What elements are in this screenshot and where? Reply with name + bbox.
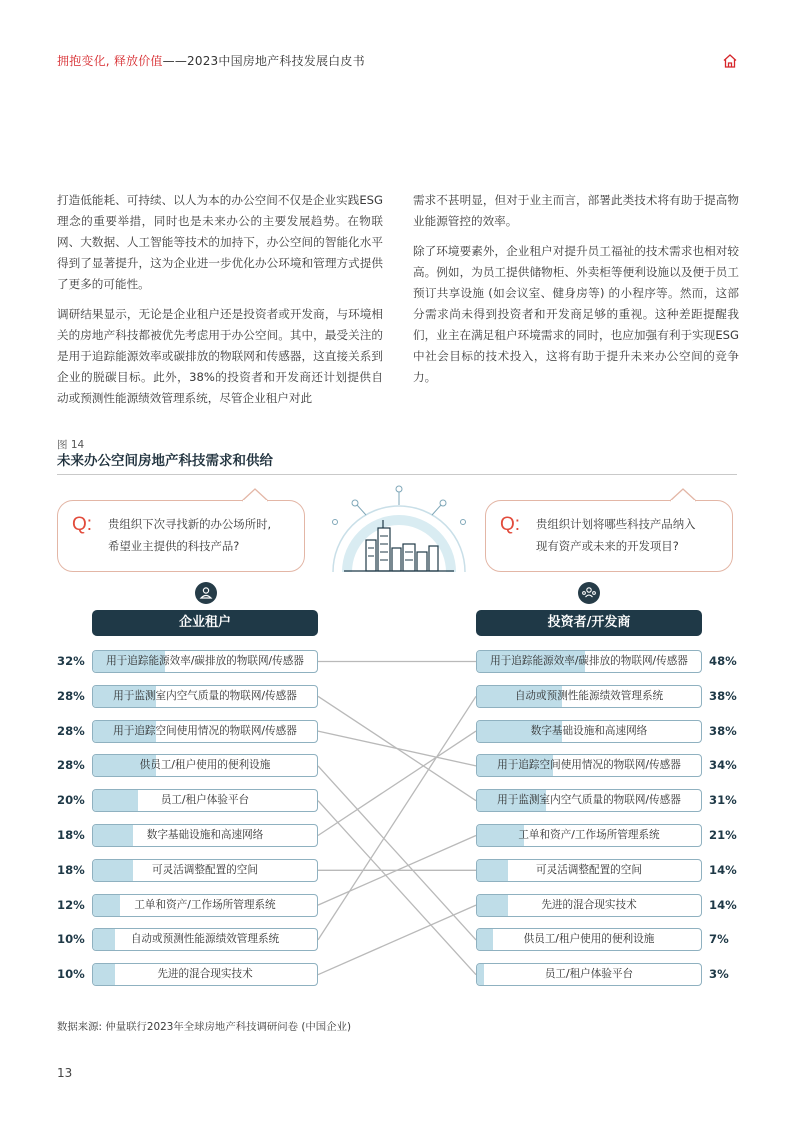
investor-bar bbox=[476, 650, 702, 673]
investor-bar-label: 先进的混合现实技术 bbox=[541, 898, 637, 911]
investor-percent-label: 14% bbox=[709, 862, 737, 877]
question-line: 贵组织计划将哪些科技产品纳入 bbox=[536, 517, 696, 531]
investor-bar-label: 工单和资产/工作场所管理系统 bbox=[518, 829, 660, 841]
tenant-bar-label: 用于追踪空间使用情况的物联网/传感器 bbox=[113, 724, 297, 737]
tenant-bar-label: 供员工/租户使用的便利设施 bbox=[139, 759, 271, 772]
tenant-percent-label: 32% bbox=[57, 654, 85, 668]
tenant-bar bbox=[92, 824, 318, 847]
tenant-percent-label: 28% bbox=[57, 758, 85, 773]
investor-bar-label: 可灵活调整配置的空间 bbox=[536, 863, 642, 876]
investor-bar-label: 自动或预测性能源绩效管理系统 bbox=[514, 689, 664, 702]
connector-line bbox=[318, 905, 476, 975]
bubble-tail bbox=[242, 489, 268, 501]
connector-line bbox=[318, 731, 476, 766]
tenant-bar bbox=[92, 720, 318, 743]
investor-bar bbox=[476, 754, 702, 777]
smart-city-icon bbox=[333, 486, 466, 572]
connector-line bbox=[318, 696, 476, 940]
figure-label: 图 14 bbox=[57, 439, 85, 451]
tenant-percent-label: 12% bbox=[57, 897, 85, 912]
connector-line bbox=[318, 731, 476, 835]
tenant-header: 企业租户 bbox=[92, 610, 318, 636]
investor-bar-label: 员工/租户体验平台 bbox=[544, 968, 634, 981]
tenant-percent-label: 10% bbox=[57, 967, 85, 982]
tenant-bar bbox=[92, 754, 318, 777]
user-icon bbox=[195, 582, 217, 604]
investor-bar bbox=[476, 720, 702, 743]
investor-bar-label: 用于追踪空间使用情况的物联网/传感器 bbox=[497, 759, 681, 772]
investor-header: 投资者/开发商 bbox=[476, 610, 702, 636]
investor-bar-label: 用于追踪能源效率/碳排放的物联网/传感器 bbox=[490, 655, 688, 667]
tenant-bar-label: 用于监测室内空气质量的物联网/传感器 bbox=[113, 689, 297, 702]
page-number: 13 bbox=[57, 1066, 73, 1080]
investor-bar bbox=[476, 859, 702, 882]
bubble-tail-mask bbox=[243, 500, 267, 503]
investor-percent-label: 38% bbox=[709, 723, 737, 738]
investor-bar bbox=[476, 685, 702, 708]
tenant-bar-label: 用于追踪能源效率/碳排放的物联网/传感器 bbox=[106, 655, 304, 667]
bubble-tail-mask bbox=[671, 500, 695, 503]
investor-percent-label: 38% bbox=[709, 688, 737, 703]
question-mark-label: Q: bbox=[72, 514, 93, 535]
investor-percent-label: 14% bbox=[709, 897, 737, 912]
paragraph: 调研结果显示，无论是企业租户还是投资者或开发商，与环境相关的房地产科技都被优先考虑用于办公空间。其中，最受关注的是用于追踪能源效率或碳排放的物联网和传感器，这直接关系到企业的脱碳目标。此外，38%的投资者和开发商还计划提供自动或预测性能源绩效管理系统，尽管企业租户对此 bbox=[57, 307, 383, 405]
tenant-percent-label: 28% bbox=[57, 723, 85, 738]
investor-percent-label: 21% bbox=[709, 828, 737, 842]
tenant-percent-label: 28% bbox=[57, 688, 85, 703]
tenant-bar-label: 可灵活调整配置的空间 bbox=[152, 863, 258, 876]
connector-line bbox=[318, 766, 476, 940]
investor-percent-label: 3% bbox=[709, 967, 729, 982]
investor-percent-label: 34% bbox=[709, 758, 737, 773]
tenant-percent-label: 18% bbox=[57, 828, 85, 842]
question-mark-label: Q: bbox=[500, 514, 521, 535]
tenant-bar bbox=[92, 685, 318, 708]
paragraph: 除了环境要素外，企业租户对提升员工福祉的技术需求也相对较高。例如，为员工提供储物柜、外卖柜等便利设施以及便于员工预订共享设施 (如会议室、健身房等) 的小程序等。然而，这部分需求尚未得到投资者和开发商足够的重视。这种差距提醒我们，业主在满足租户环境需求的同时，也应加强有利于实现ESG中社会目标的技术投入，这将有助于提升未来办公空间的竞争力。 bbox=[413, 244, 739, 384]
running-header-rest: ——2023中国房地产科技发展白皮书 bbox=[162, 54, 365, 68]
investor-bar bbox=[476, 824, 702, 847]
tenant-bar bbox=[92, 928, 318, 951]
tenant-bar bbox=[92, 894, 318, 917]
investor-bar bbox=[476, 928, 702, 951]
investor-bar-label: 数字基础设施和高速网络 bbox=[530, 724, 648, 737]
tenant-bar bbox=[92, 859, 318, 882]
tenant-bar bbox=[92, 963, 318, 986]
tenant-bar bbox=[92, 650, 318, 673]
investor-bar-label: 供员工/租户使用的便利设施 bbox=[523, 933, 655, 946]
paragraph: 打造低能耗、可持续、以人为本的办公空间不仅是企业实践ESG理念的重要举措，同时也是未来办公的主要发展趋势。在物联网、大数据、人工智能等技术的加持下，办公空间的智能化水平得到了显著提升，这为企业进一步优化办公环境和管理方式提供了更多的可能性。 bbox=[57, 193, 383, 291]
investor-bar-label: 用于监测室内空气质量的物联网/传感器 bbox=[497, 794, 681, 807]
tenant-bar-label: 自动或预测性能源绩效管理系统 bbox=[130, 933, 280, 946]
tenant-percent-label: 20% bbox=[57, 793, 85, 808]
tenant-bar-label: 员工/租户体验平台 bbox=[160, 794, 250, 807]
tenant-bar bbox=[92, 789, 318, 812]
tenant-bar-label: 数字基础设施和高速网络 bbox=[146, 829, 264, 841]
question-line: 现有资产或未来的开发项目? bbox=[536, 539, 679, 553]
bubble-tail bbox=[670, 489, 696, 501]
tenant-bar-label: 工单和资产/工作场所管理系统 bbox=[134, 898, 276, 911]
investor-bar bbox=[476, 963, 702, 986]
investor-percent-label: 48% bbox=[709, 654, 737, 668]
paragraph: 需求不甚明显，但对于业主而言，部署此类技术将有助于提高物业能源管控的效率。 bbox=[413, 193, 739, 228]
figure-title: 未来办公空间房地产科技需求和供给 bbox=[57, 453, 273, 469]
connector-lines bbox=[318, 662, 476, 975]
tenant-percent-label: 18% bbox=[57, 862, 85, 877]
investor-bar bbox=[476, 789, 702, 812]
tenant-percent-label: 10% bbox=[57, 932, 85, 947]
tenant-bar-label: 先进的混合现实技术 bbox=[157, 968, 253, 981]
running-header-accent: 拥抱变化, 释放价值 bbox=[57, 54, 163, 68]
question-line: 贵组织下次寻找新的办公场所时, bbox=[108, 517, 272, 531]
investor-bar bbox=[476, 894, 702, 917]
investor-percent-label: 7% bbox=[709, 932, 729, 947]
question-line: 希望业主提供的科技产品? bbox=[108, 539, 240, 553]
connector-line bbox=[318, 801, 476, 975]
group-users-icon bbox=[578, 582, 600, 604]
data-source-note: 数据来源: 仲量联行2023年全球房地产科技调研问卷 (中国企业) bbox=[57, 1021, 352, 1033]
investor-percent-label: 31% bbox=[709, 793, 737, 808]
